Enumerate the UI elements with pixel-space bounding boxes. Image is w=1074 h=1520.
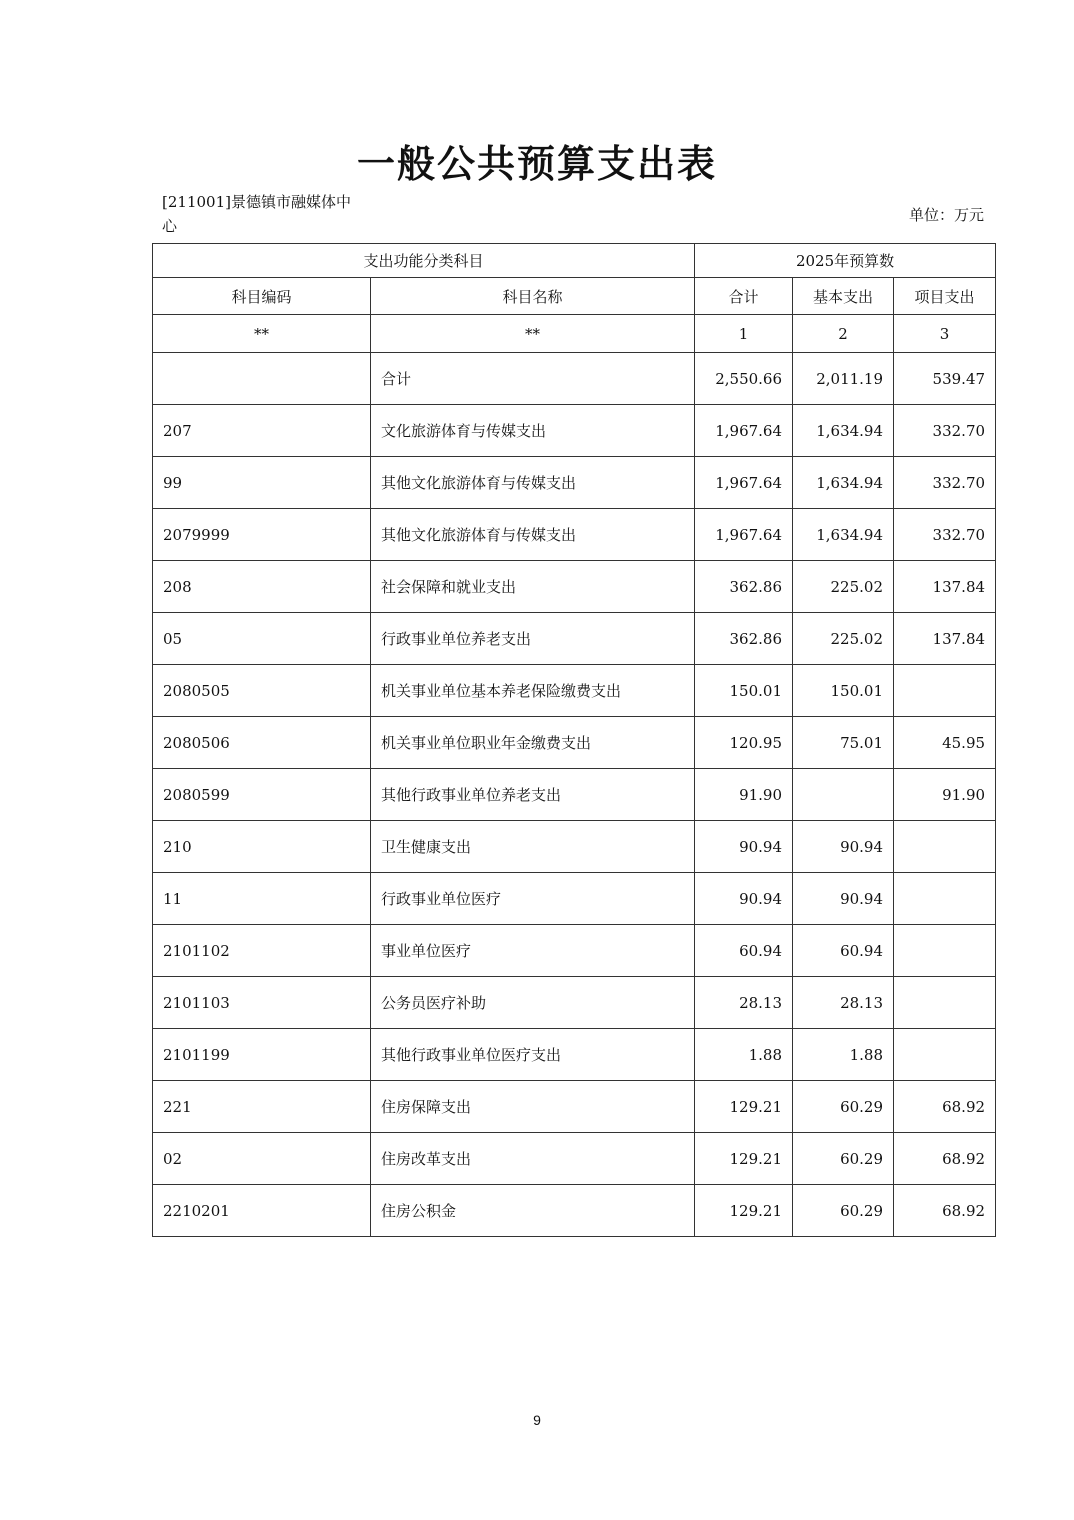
- cell-code: 2080506: [153, 717, 371, 769]
- cell-project: [894, 977, 996, 1029]
- index-name: **: [371, 315, 695, 353]
- cell-project: 539.47: [894, 353, 996, 405]
- table-row: [153, 405, 996, 457]
- cell-total: 129.21: [695, 1133, 793, 1185]
- cell-name: 行政事业单位养老支出: [371, 613, 695, 665]
- cell-basic: 1.88: [793, 1029, 894, 1081]
- table-row: [153, 457, 996, 509]
- cell-basic: 225.02: [793, 561, 894, 613]
- cell-basic: 60.29: [793, 1081, 894, 1133]
- cell-project: [894, 821, 996, 873]
- cell-code: 208: [153, 561, 371, 613]
- cell-name: 住房改革支出: [371, 1133, 695, 1185]
- table-row: [153, 821, 996, 873]
- table-row: [153, 873, 996, 925]
- cell-basic: 60.29: [793, 1133, 894, 1185]
- table-row: [153, 613, 996, 665]
- table-row: [153, 665, 996, 717]
- column-header-code: 科目编码: [153, 278, 371, 315]
- page-title: 一般公共预算支出表: [356, 142, 717, 186]
- cell-project: [894, 1029, 996, 1081]
- cell-name: 其他行政事业单位养老支出: [371, 769, 695, 821]
- cell-total: 150.01: [695, 665, 793, 717]
- table-row: [153, 925, 996, 977]
- cell-code: 2079999: [153, 509, 371, 561]
- cell-name: 卫生健康支出: [371, 821, 695, 873]
- cell-project: 332.70: [894, 509, 996, 561]
- index-total: 1: [695, 315, 793, 353]
- cell-project: 68.92: [894, 1185, 996, 1237]
- index-basic: 2: [793, 315, 894, 353]
- cell-project: 68.92: [894, 1081, 996, 1133]
- cell-total: 1,967.64: [695, 457, 793, 509]
- cell-name: 住房保障支出: [371, 1081, 695, 1133]
- cell-project: [894, 873, 996, 925]
- cell-name: 行政事业单位医疗: [371, 873, 695, 925]
- index-code: **: [153, 315, 371, 353]
- cell-name: 合计: [371, 353, 695, 405]
- cell-basic: 1,634.94: [793, 405, 894, 457]
- cell-code: 2101103: [153, 977, 371, 1029]
- cell-code: 99: [153, 457, 371, 509]
- cell-code: 221: [153, 1081, 371, 1133]
- cell-basic: 1,634.94: [793, 457, 894, 509]
- cell-project: 91.90: [894, 769, 996, 821]
- cell-total: 2,550.66: [695, 353, 793, 405]
- cell-basic: [793, 769, 894, 821]
- unit-label: 单位：万元: [908, 206, 984, 224]
- cell-total: 120.95: [695, 717, 793, 769]
- cell-code: 11: [153, 873, 371, 925]
- table-body: [153, 353, 996, 1237]
- cell-total: 362.86: [695, 613, 793, 665]
- cell-project: 332.70: [894, 405, 996, 457]
- cell-code: 2101102: [153, 925, 371, 977]
- table-row: [153, 977, 996, 1029]
- cell-name: 机关事业单位职业年金缴费支出: [371, 717, 695, 769]
- cell-code: [153, 353, 371, 405]
- cell-basic: 90.94: [793, 873, 894, 925]
- cell-basic: 225.02: [793, 613, 894, 665]
- header-column-row: [153, 278, 996, 315]
- cell-basic: 60.29: [793, 1185, 894, 1237]
- cell-code: 2210201: [153, 1185, 371, 1237]
- table-row: [153, 717, 996, 769]
- cell-basic: 90.94: [793, 821, 894, 873]
- cell-code: 210: [153, 821, 371, 873]
- cell-name: 公务员医疗补助: [371, 977, 695, 1029]
- cell-basic: 75.01: [793, 717, 894, 769]
- organization-name: [211001]景德镇市融媒体中心: [162, 193, 351, 235]
- table-row: [153, 1185, 996, 1237]
- cell-project: 137.84: [894, 561, 996, 613]
- table-row: [153, 1029, 996, 1081]
- cell-basic: 2,011.19: [793, 353, 894, 405]
- cell-total: 362.86: [695, 561, 793, 613]
- cell-project: [894, 665, 996, 717]
- cell-code: 207: [153, 405, 371, 457]
- table-row: [153, 769, 996, 821]
- cell-code: 2080505: [153, 665, 371, 717]
- table-row: [153, 509, 996, 561]
- table-row: [153, 1133, 996, 1185]
- cell-basic: 60.94: [793, 925, 894, 977]
- column-header-basic: 基本支出: [793, 278, 894, 315]
- cell-basic: 28.13: [793, 977, 894, 1029]
- cell-name: 其他文化旅游体育与传媒支出: [371, 509, 695, 561]
- cell-total: 90.94: [695, 821, 793, 873]
- cell-name: 住房公积金: [371, 1185, 695, 1237]
- cell-basic: 1,634.94: [793, 509, 894, 561]
- cell-name: 社会保障和就业支出: [371, 561, 695, 613]
- header-group-left: 支出功能分类科目: [153, 244, 695, 278]
- table-row: [153, 561, 996, 613]
- cell-code: 2101199: [153, 1029, 371, 1081]
- cell-code: 05: [153, 613, 371, 665]
- budget-table: [152, 243, 996, 1237]
- page-number: 9: [533, 1412, 541, 1428]
- cell-code: 2080599: [153, 769, 371, 821]
- header-group-right: 2025年预算数: [695, 244, 996, 278]
- cell-total: 1.88: [695, 1029, 793, 1081]
- column-header-project: 项目支出: [894, 278, 996, 315]
- cell-project: 332.70: [894, 457, 996, 509]
- cell-total: 91.90: [695, 769, 793, 821]
- cell-total: 129.21: [695, 1081, 793, 1133]
- cell-name: 事业单位医疗: [371, 925, 695, 977]
- cell-total: 60.94: [695, 925, 793, 977]
- index-project: 3: [894, 315, 996, 353]
- header-group-row: [153, 244, 996, 278]
- cell-project: 45.95: [894, 717, 996, 769]
- cell-total: 1,967.64: [695, 405, 793, 457]
- cell-project: [894, 925, 996, 977]
- cell-total: 28.13: [695, 977, 793, 1029]
- cell-name: 其他行政事业单位医疗支出: [371, 1029, 695, 1081]
- cell-basic: 150.01: [793, 665, 894, 717]
- table-row: [153, 353, 996, 405]
- cell-name: 机关事业单位基本养老保险缴费支出: [371, 665, 695, 717]
- cell-name: 其他文化旅游体育与传媒支出: [371, 457, 695, 509]
- header-index-row: [153, 315, 996, 353]
- cell-project: 137.84: [894, 613, 996, 665]
- cell-name: 文化旅游体育与传媒支出: [371, 405, 695, 457]
- cell-total: 1,967.64: [695, 509, 793, 561]
- table-row: [153, 1081, 996, 1133]
- cell-project: 68.92: [894, 1133, 996, 1185]
- column-header-total: 合计: [695, 278, 793, 315]
- cell-total: 129.21: [695, 1185, 793, 1237]
- cell-total: 90.94: [695, 873, 793, 925]
- column-header-name: 科目名称: [371, 278, 695, 315]
- cell-code: 02: [153, 1133, 371, 1185]
